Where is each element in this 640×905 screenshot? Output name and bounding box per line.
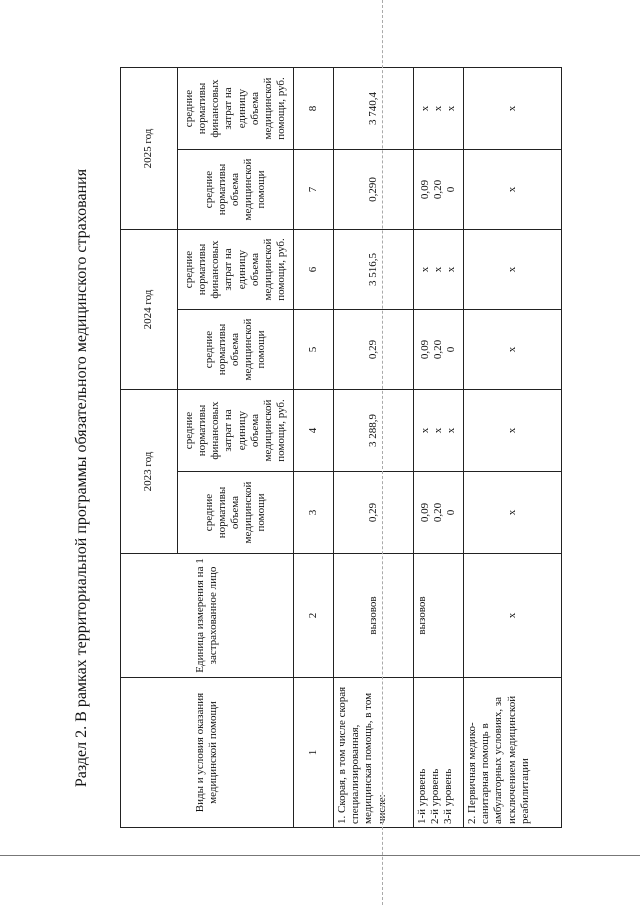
- row-unit: вызовов: [334, 554, 414, 678]
- value-cost-2023: 3 288,9: [334, 390, 414, 472]
- value-cost-2024: 3 516,5: [334, 230, 414, 310]
- col-number: 5: [294, 310, 334, 390]
- value-cost-2025: х: [464, 68, 562, 150]
- value-volume-2025: 0,290: [334, 150, 414, 230]
- col-number: 3: [294, 472, 334, 554]
- header-year-2024: 2024 год: [121, 230, 178, 390]
- level-label: 3-й уровень: [442, 768, 455, 824]
- rotated-table-container: [120, 68, 561, 828]
- header-year-2023: 2023 год: [121, 390, 178, 554]
- row-type-primary-care: 2. Первичная медико-санитарная помощь в амбулаторных условиях, за исключением медицинской реабилитации: [464, 678, 562, 828]
- value-cost-2024: х: [464, 230, 562, 310]
- value-volume-2023: 0,29: [334, 472, 414, 554]
- levels-volume-2023: 0,09 0,20 0: [414, 472, 464, 554]
- col-number: 4: [294, 390, 334, 472]
- value-cost-2023: х: [464, 390, 562, 472]
- norms-table: [120, 67, 562, 828]
- levels-volume-2024: 0,09 0,20 0: [414, 310, 464, 390]
- header-volume-2025: средние нормативы объема медицинской помощи: [178, 150, 294, 230]
- header-volume-2023: средние нормативы объема медицинской помощи: [178, 472, 294, 554]
- header-cost-2024: средние нормативы финансовых затрат на единицу объема медицинской помощи, руб.: [178, 230, 294, 310]
- value-volume-2024: х: [464, 310, 562, 390]
- value-volume-2025: х: [464, 150, 562, 230]
- header-cost-2023: средние нормативы финансовых затрат на единицу объема медицинской помощи, руб.: [178, 390, 294, 472]
- col-number: 7: [294, 150, 334, 230]
- level-label: 2-й уровень: [429, 768, 442, 824]
- col-number: 8: [294, 68, 334, 150]
- col-number: 1: [294, 678, 334, 828]
- row-unit: х: [464, 554, 562, 678]
- header-cost-2025: средние нормативы финансовых затрат на единицу объема медицинской помощи, руб.: [178, 68, 294, 150]
- header-volume-2024: средние нормативы объема медицинской помощи: [178, 310, 294, 390]
- scan-edge-line: [0, 855, 640, 856]
- header-types: Виды и условия оказания медицинской помощи: [121, 678, 294, 828]
- section-title: Раздел 2. В рамках территориальной программы обязательного медицинского страхования: [73, 168, 90, 788]
- header-year-2025: 2025 год: [121, 68, 178, 230]
- row-type-ambulance: 1. Скорая, в том числе скорая специализированная, медицинская помощь, в том числе:: [334, 678, 414, 828]
- col-number: 6: [294, 230, 334, 310]
- levels-cost-2024: х х х: [414, 230, 464, 310]
- row-levels: [414, 678, 464, 828]
- value-volume-2023: х: [464, 472, 562, 554]
- value-volume-2024: 0,29: [334, 310, 414, 390]
- level-label: 1-й уровень: [416, 768, 428, 824]
- col-number: 2: [294, 554, 334, 678]
- header-units: Единица измерения на 1 застрахованное лицо: [121, 554, 294, 678]
- levels-volume-2025: 0,09 0,20 0: [414, 150, 464, 230]
- fold-line: [382, 0, 384, 905]
- levels-cost-2025: х х х: [414, 68, 464, 150]
- levels-cost-2023: х х х: [414, 390, 464, 472]
- row-unit: вызовов: [414, 554, 464, 678]
- value-cost-2025: 3 740,4: [334, 68, 414, 150]
